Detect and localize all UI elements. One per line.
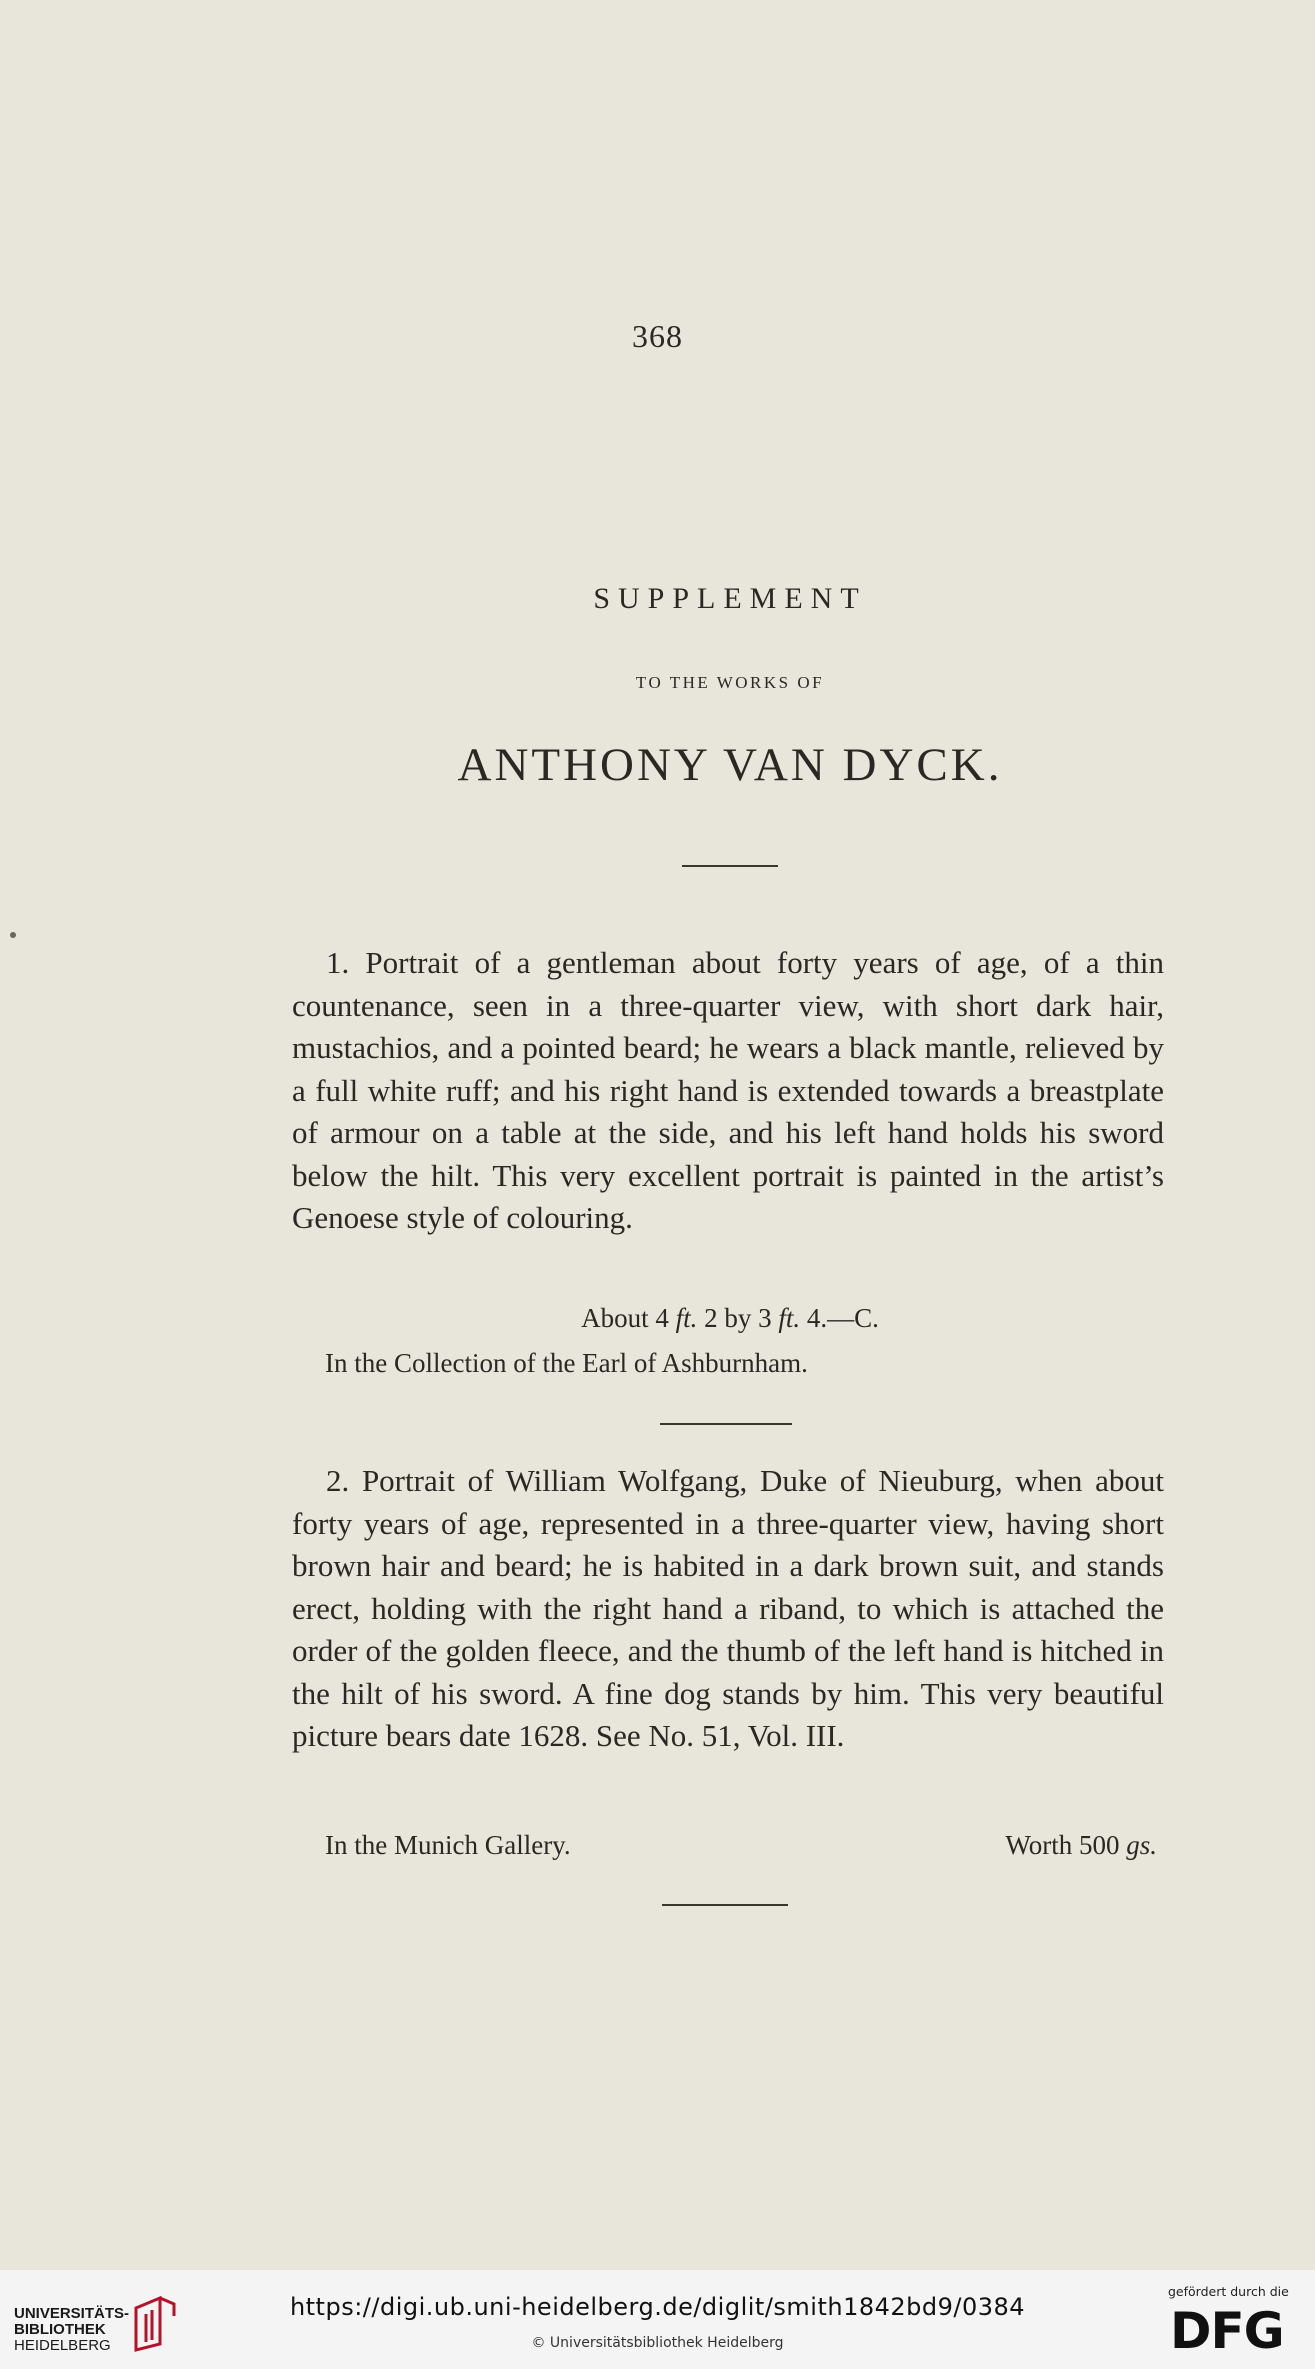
entry-text: 1. Portrait of a gentleman about forty years of age, of a thin countenance, seen in a three-quarter view, with short dark hair, mustachios, and a pointed beard; he wears a black mantle, relieved by a full white ruff; and his right hand is extended towards a breastplate of armour on a table at the side, and his left hand holds his sword below the hilt. This very excellent portrait is painted in the artist’s Genoese style of colouring. [292,945,1164,1235]
page-title: ANTHONY VAN DYCK. [457,739,1003,791]
page-number: 368 [632,318,683,354]
paper-speck [10,932,16,938]
supplement-heading: SUPPLEMENT [593,582,867,615]
entry-text: 2. Portrait of William Wolfgang, Duke of Nieuburg, when about forty years of age, represented in a three-quarter view, having short brown hair and beard; he is habited in a dark brown suit, and stands erect, holding with the right hand a riband, to which is attached the order of the golden fleece, and the thumb of the left hand is hitched in the hilt of his sword. A fine dog stands by him. This very beautiful picture bears date 1628. See No. 51, Vol. III. [292,1463,1164,1753]
entry-collection: In the Munich Gallery. [325,1830,571,1860]
library-name: UNIVERSITÄTS- BIBLIOTHEK HEIDELBERG [14,2305,130,2354]
entry-collection: In the Collection of the Earl of Ashburnham. [325,1348,808,1378]
entry-1 [292,942,1164,1240]
entry-worth: Worth 500 gs. [1005,1830,1157,1860]
entry-2 [292,1460,1164,1758]
permalink[interactable]: https://digi.ub.uni-heidelberg.de/diglit/smith1842bd9/0384 [289,2293,1026,2321]
divider [662,1904,788,1906]
divider [682,865,778,867]
entry-dimensions: About 4 ft. 2 by 3 ft. 4.—C. [581,1303,879,1333]
divider [660,1423,792,1425]
dfg-logo: DFG [1170,2302,1284,2360]
funding-note: gefördert durch die [1168,2284,1289,2299]
subtitle: TO THE WORKS OF [635,673,825,692]
copyright: © Universitätsbibliothek Heidelberg [531,2335,784,2351]
